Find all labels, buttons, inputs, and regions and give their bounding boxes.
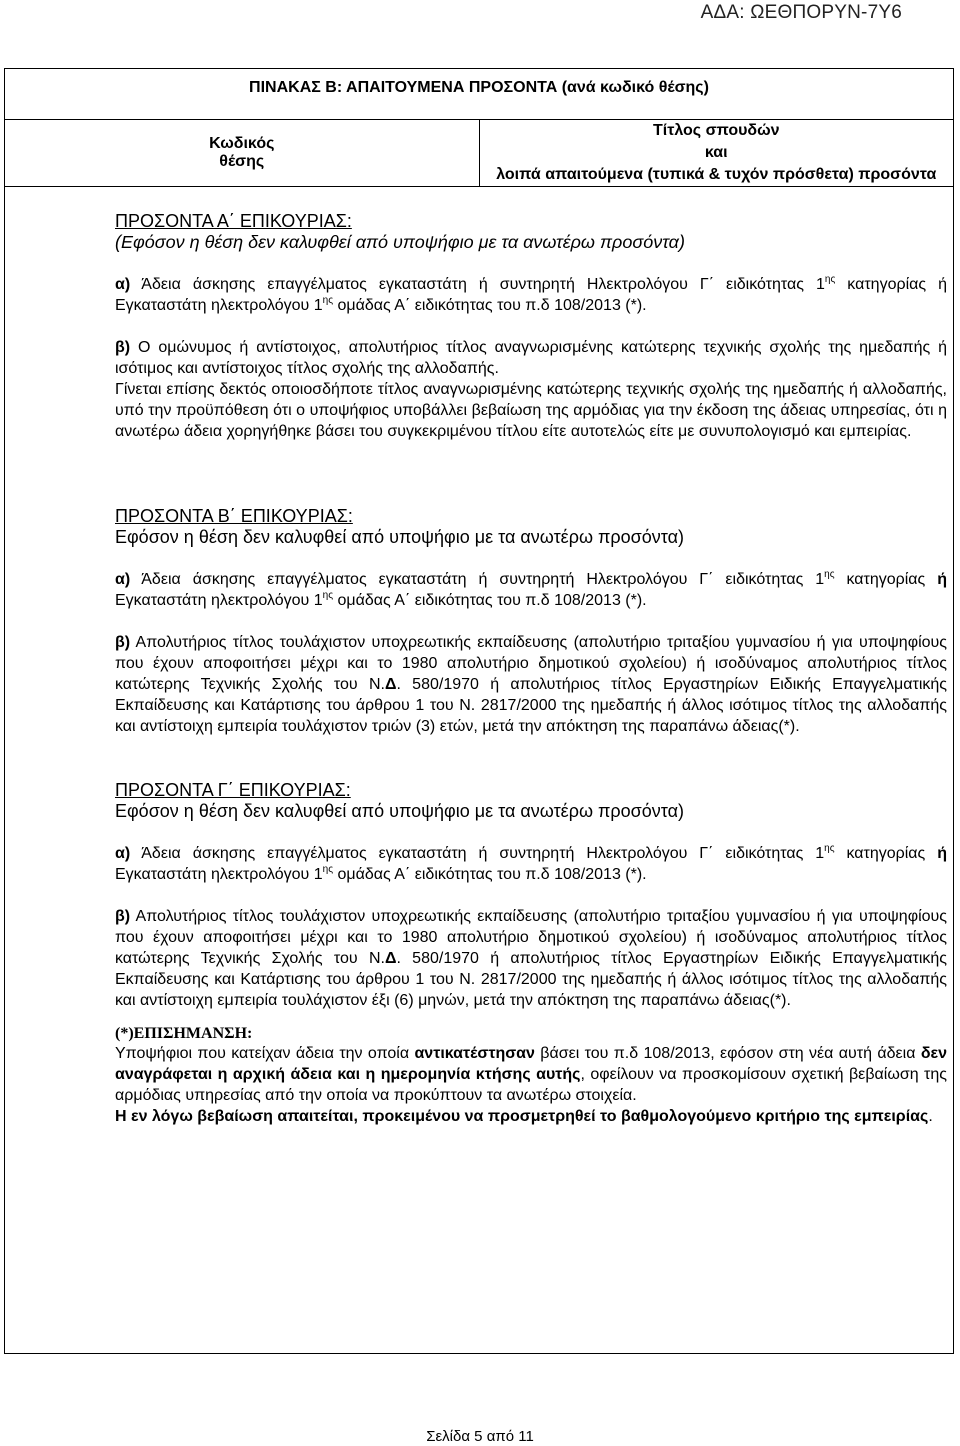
section-a-item-a: α) Άδεια άσκησης επαγγέλματος εγκαταστάτη ή συντηρητή Ηλεκτρολόγου Γ΄ ειδικότητας $1^{\eta\varsigma}$ κατηγορίας ή Εγκαταστάτη ηλεκτρολόγου $1^{\eta\varsigma}$ ομάδας Α΄ ειδικότητας του π.δ 108/2013 (*). (115, 274, 948, 314)
section-c-subtitle: Εφόσον η θέση δεν καλυφθεί από υποψήφιο με τα ανωτέρω προσόντα) (115, 801, 685, 821)
section-b-item-a: α) Άδεια άσκησης επαγγέλματος εγκαταστάτη ή συντηρητή Ηλεκτρολόγου Γ΄ ειδικότητας $1^{\eta\varsigma}$ κατηγορίας ή Εγκαταστάτη ηλεκτρολόγου $1^{\eta\varsigma}$ ομάδας Α΄ ειδικότητας του π.δ 108/2013 (*). (115, 569, 947, 609)
requirements-content (5, 187, 954, 1354)
page-number: Σελίδα 5 από 11 (426, 1428, 534, 1445)
section-b-heading: ΠΡΟΣΟΝΤΑ Β΄ ΕΠΙΚΟΥΡΙΑΣ: (115, 506, 353, 526)
note-heading: (*)ΕΠΙΣΗΜΑΝΣΗ: (115, 1025, 253, 1042)
section-a-item-b: β) Ο ομώνυμος ή αντίστοιχος, απολυτήριος τίτλος αναγνωρισμένης κατώτερης τεχνικής σχολής της ημεδαπής ή ισότιμος και αντίστοιχος τίτλος σχολής της αλλοδαπής. (115, 339, 947, 377)
section-c-item-b: β) Απολυτήριος τίτλος τουλάχιστον υποχρεωτικής εκπαίδευσης (απολυτήριο τριταξίου γυμνασίου ή για υποψηφίους που έχουν αποφοιτήσει μέχρι και το 1980 απολυτήριο δημοτικού σχολείου) ή ισοδύναμος απολυτήριος τίτλος κατώτερης Τεχνικής Σχολής του Ν.Δ. 580/1970 ή απολυτήριος τίτλος Εργαστηρίων Ειδικής Επαγγελματικής Εκπαίδευσης και Κατάρτισης του άρθρου 1 του Ν. 2817/2000 της ημεδαπής ή άλλος ισότιμος τίτλος της αλλοδαπής και αντίστοιχη εμπειρία τουλάχιστον έξι (6) μηνών, μετά την απόκτηση της παραπάνω άδειας(*). (115, 908, 947, 1009)
table-title: ΠΙΝΑΚΑΣ Β: ΑΠΑΙΤΟΥΜΕΝΑ ΠΡΟΣΟΝΤΑ (ανά κωδικό θέσης) (5, 69, 954, 120)
note-requirement: Η εν λόγω βεβαίωση απαιτείται, προκειμένου να προσμετρηθεί το βαθμολογούμενο κριτήριο της εμπειρίας. (115, 1108, 933, 1125)
section-b-item-b: β) Απολυτήριος τίτλος τουλάχιστον υποχρεωτικής εκπαίδευσης (απολυτήριο τριταξίου γυμνασίου ή για υποψηφίους που έχουν αποφοιτήσει μέχρι και το 1980 απολυτήριο δημοτικού σχολείου) ή ισοδύναμος απολυτήριος τίτλος κατώτερης Τεχνικής Σχολής του Ν.Δ. 580/1970 ή απολυτήριος τίτλος Εργαστηρίων Ειδικής Επαγγελματικής Εκπαίδευσης και Κατάρτισης του άρθρου 1 του Ν. 2817/2000 της ημεδαπής ή άλλος ισότιμος τίτλος της αλλοδαπής και αντίστοιχη εμπειρία τουλάχιστον τριών (3) ετών, μετά την απόκτηση της παραπάνω άδειας(*). (115, 634, 947, 735)
section-c-item-a: α) Άδεια άσκησης επαγγέλματος εγκαταστάτη ή συντηρητή Ηλεκτρολόγου Γ΄ ειδικότητας $1^{\eta\varsigma}$ κατηγορίας ή Εγκαταστάτη ηλεκτρολόγου $1^{\eta\varsigma}$ ομάδας Α΄ ειδικότητας του π.δ 108/2013 (*). (115, 843, 947, 883)
section-a-subtitle: (Εφόσον η θέση δεν καλυφθεί από υποψήφιο με τα ανωτέρω προσόντα) (115, 232, 685, 252)
section-a-item-b-note: Γίνεται επίσης δεκτός οποιοσδήποτε τίτλος αναγνωρισμένης κατώτερης τεχνικής σχολής της ημεδαπής ή αλλοδαπής, υπό την προϋπόθεση ότι ο υποψήφιος υποβάλλει βεβαίωση της αρμόδιας για την έκδοση της άδειας υπηρεσίας, ότι η ανωτέρω άδεια χορηγήθηκε βάσει του συγκεκριμένου τίτλου είτε αυτοτελώς είτε με συνυπολογισμό και εμπειρίας. (115, 381, 947, 440)
note-text: Υποψήφιοι που κατείχαν άδεια την οποία αντικατέστησαν βάσει του π.δ 108/2013, εφόσον στη νέα αυτή άδεια δεν αναγράφεται η αρχική άδεια και η ημερομηνία κτήσης αυτής, οφείλουν να προσκομίσουν σχετική βεβαίωση της αρμόδιας υπηρεσίας από την οποία να προκύπτουν τα ανωτέρω στοιχεία. (115, 1045, 948, 1104)
ada-code: ΑΔΑ: ΩΕΘΠΟΡΥΝ-7Υ6 (700, 2, 902, 23)
column-header-title: Τίτλος σπουδών και λοιπά απαιτούμενα (τυπικά & τυχόν πρόσθετα) προσόντα (479, 120, 954, 187)
section-b-subtitle: Εφόσον η θέση δεν καλυφθεί από υποψήφιο με τα ανωτέρω προσόντα) (115, 527, 685, 547)
section-a-heading: ΠΡΟΣΟΝΤΑ Α΄ ΕΠΙΚΟΥΡΙΑΣ: (115, 211, 352, 231)
section-c-heading: ΠΡΟΣΟΝΤΑ Γ΄ ΕΠΙΚΟΥΡΙΑΣ: (115, 780, 351, 800)
column-header-code: Κωδικός θέσης (5, 120, 480, 187)
requirements-table (4, 68, 954, 1354)
